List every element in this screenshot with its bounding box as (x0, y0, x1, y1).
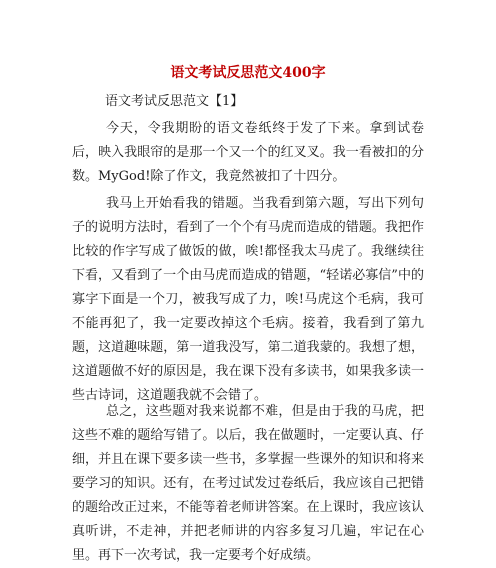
document-subtitle: 语文考试反思范文【1】 (105, 94, 244, 109)
paragraph: 我马上开始看我的错题。当我看到第六题，写出下列句子的说明方法时，看到了一个个有马虎而造成的错题。我把作比较的作字写成了做饭的做，唉!都怪我太马虎了。我继续往下看，又看到了一个由马虎而造成的错题，“轻诺必寡信”中的寡字下面是一个刀，被我写成了力，唉!马虎这个毛病，我可不能再犯了，我一定要改掉这个毛病。接着，我看到了第九题，这道趣味题，第一道我没写，第二道我蒙的。我想了想，这道题做不好的原因是，我在课下没有多读书，如果我多读一些古诗词，这道题我就不会错了。 (72, 196, 424, 403)
paragraph: 今天，令我期盼的语文卷纸终于发了下来。拿到试卷后，映入我眼帘的是那一个又一个的红叉叉。我一看被扣的分数。MyGod!除了作文，我竟然被扣了十四分。 (72, 121, 424, 184)
paragraph: 总之，这些题对我来说都不难，但是由于我的马虎，把这些不难的题给写错了。以后，我在做题时，一定要认真、仔细，并且在课下要多读一些书，多掌握一些课外的知识和将来要学习的知识。还有，在考过试发过卷纸后，我应该自己把错的题给改正过来，不能等着老师讲答案。在上课时，我应该认真听讲，不走神，并把老师讲的内容多复习几遍，牢记在心里。再下一次考试，我一定要考个好成绩。 (72, 404, 424, 563)
document-title: 语文考试反思范文400字 (170, 65, 326, 81)
